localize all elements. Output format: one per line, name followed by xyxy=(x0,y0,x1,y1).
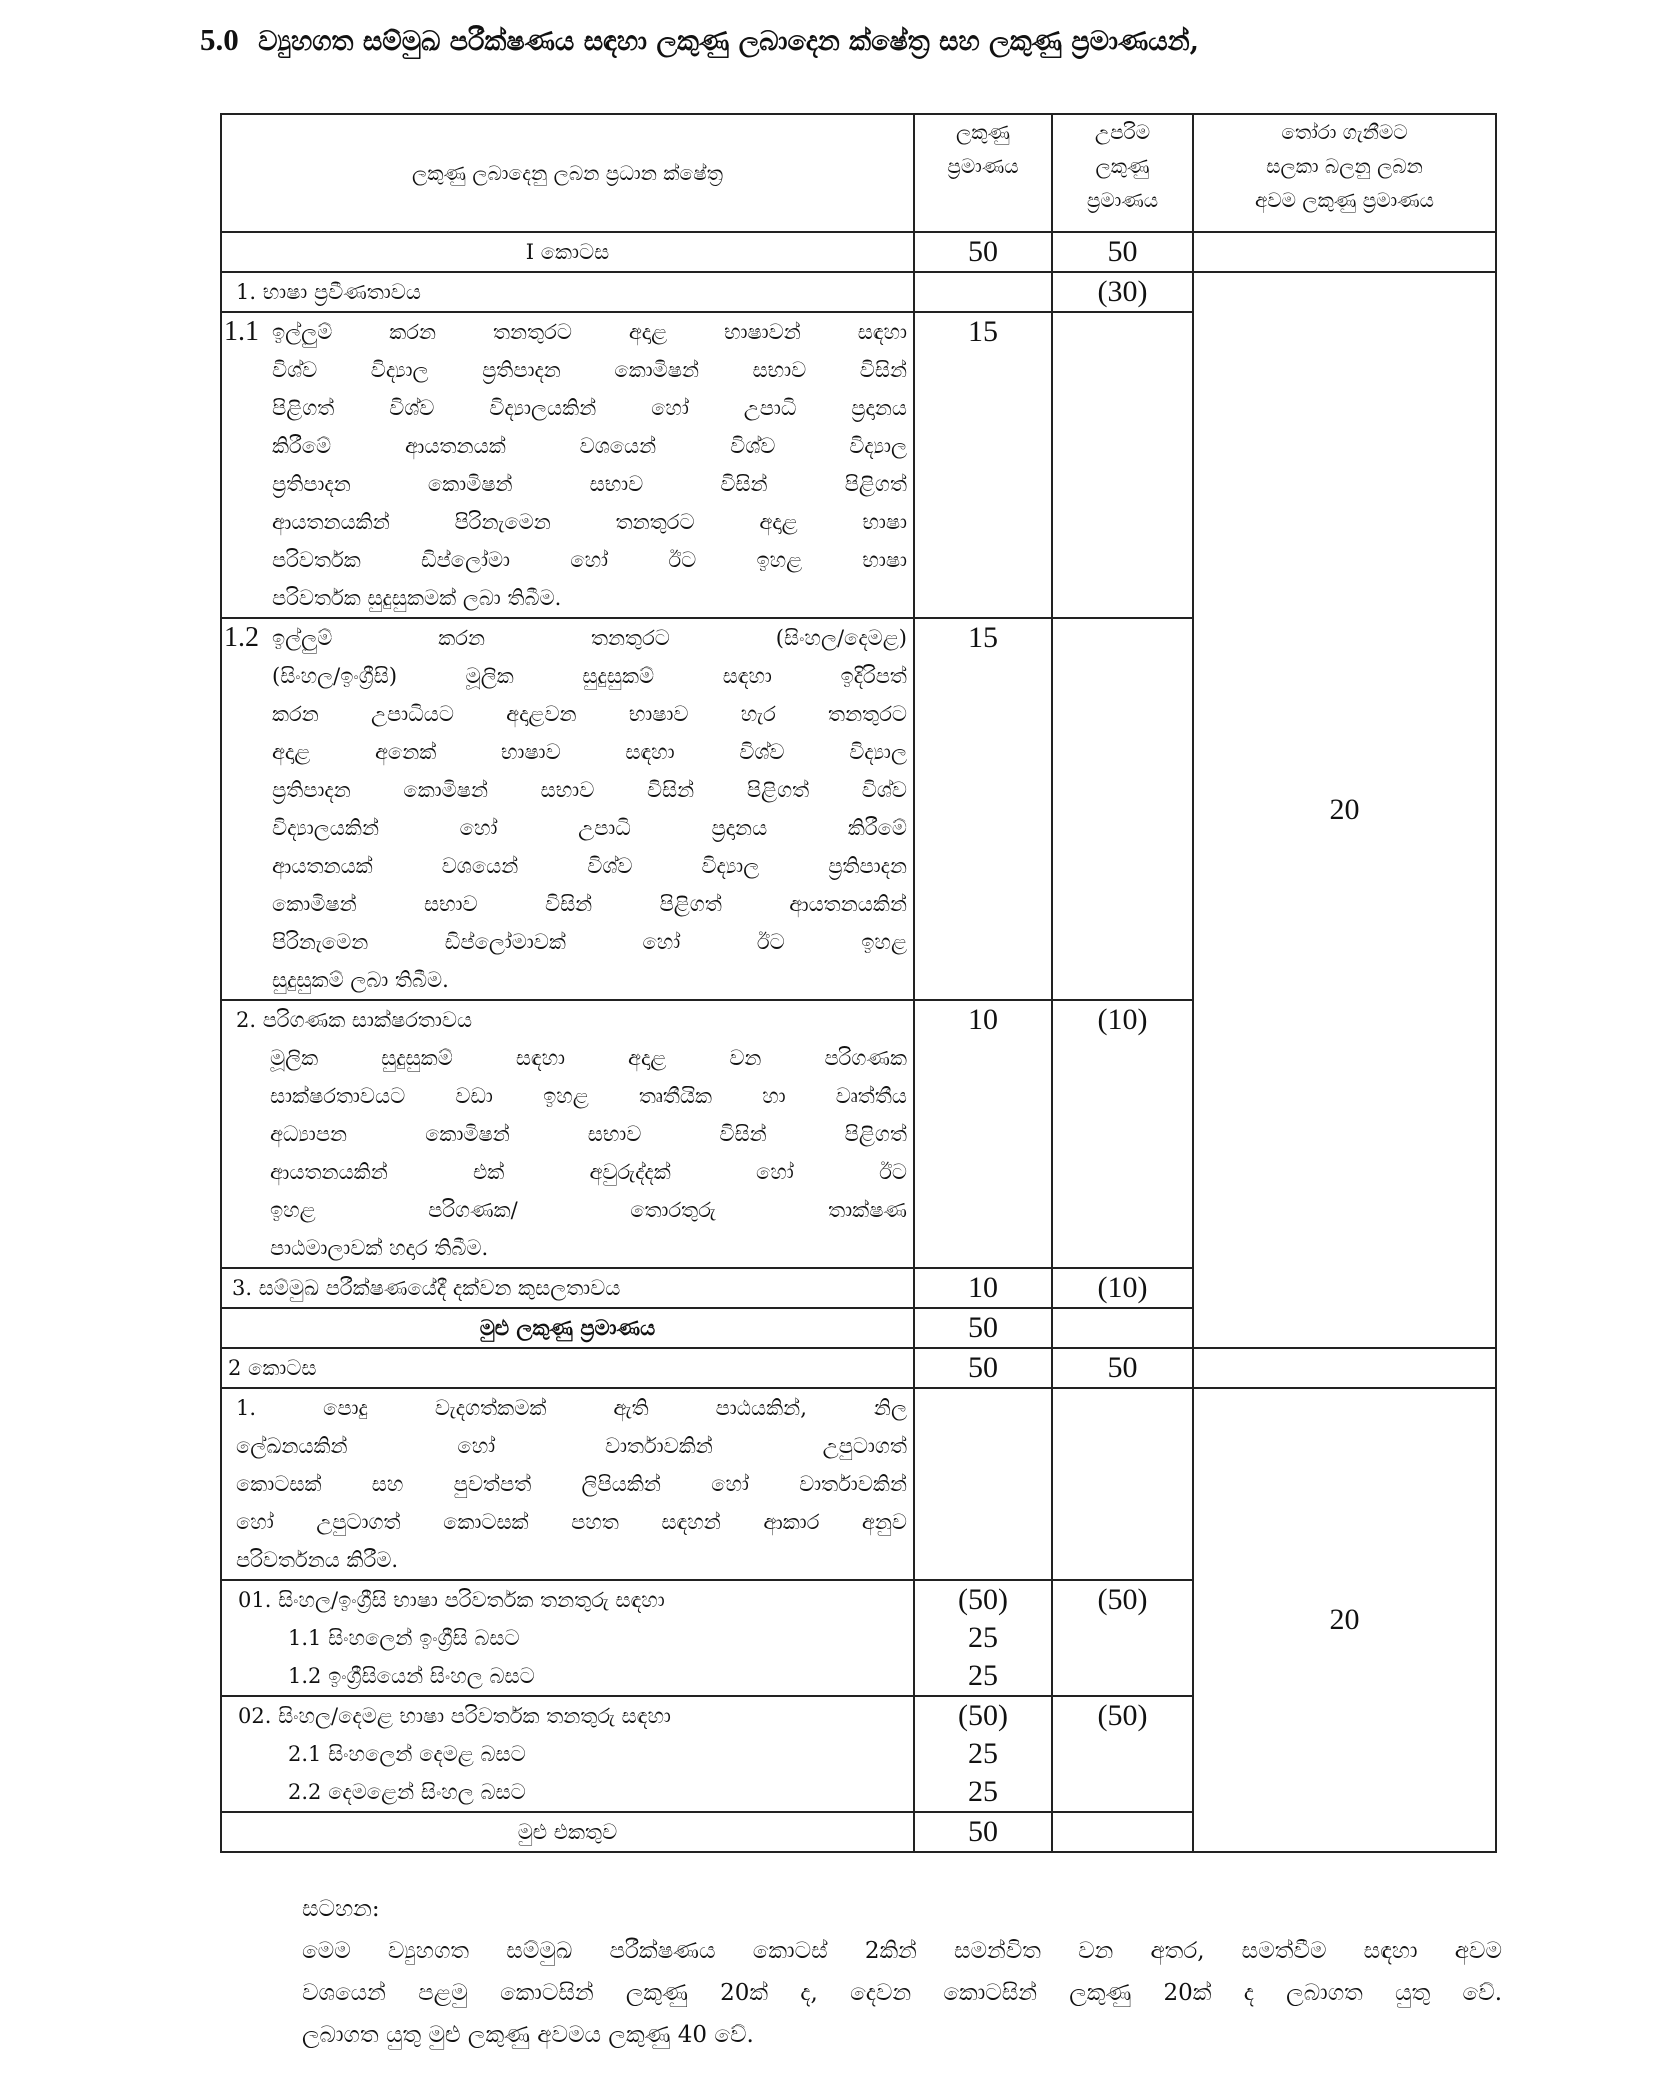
part1-total-label: මුළු ලකුණු ප්‍රමාණය xyxy=(221,1308,914,1348)
interview-max: (10) xyxy=(1052,1268,1193,1308)
item-1-1-marks: 15 xyxy=(914,312,1052,618)
sinhala-english-block xyxy=(221,1580,914,1696)
item-1-1-num: 1.1 xyxy=(224,316,259,347)
computer-max: (10) xyxy=(1052,1000,1193,1268)
item-1-1-max-empty xyxy=(1052,312,1193,618)
part2-label: 2 කොටස xyxy=(221,1348,914,1388)
table-row xyxy=(221,1388,1496,1580)
sinhala-tamil-marks: (50) 25 25 xyxy=(914,1696,1052,1812)
sinhala-english-label: 01. සිංහල/ඉංග්‍රීසි භාෂා පරිවර්තක තනතුරු සඳහා xyxy=(238,1588,665,1612)
item-1-2-marks: 15 xyxy=(914,618,1052,1000)
table-row xyxy=(221,232,1496,272)
table-header-row xyxy=(221,114,1496,232)
item-1-2-max-empty xyxy=(1052,618,1193,1000)
part2-max: 50 xyxy=(1052,1348,1193,1388)
sinhala-tamil-max: (50) xyxy=(1052,1696,1193,1812)
language-label: 1. භාෂා ප්‍රවීණතාවය xyxy=(221,272,914,312)
part2-total-label: මුළු එකතුව xyxy=(221,1812,914,1852)
sinhala-tamil-block xyxy=(221,1696,914,1812)
header-max: උපරිම ලකුණු ප්‍රමාණය xyxy=(1052,114,1193,232)
marks-table xyxy=(220,113,1497,1853)
english-to-sinhala: 1.2 ඉංග්‍රීසියෙන් සිංහල බසට xyxy=(288,1664,535,1688)
notes-line: වශයෙන් පළමු කොටසින් ලකුණු 20ක් ද, දෙවන කොටසින් ලකුණු 20ක් ද ලබාගත යුතු වේ. xyxy=(302,1980,1502,2006)
item-1-2: 1.2 ඉල්ලුම් කරන තනතුරට (සිංහල/දෙමළ) (සිංහල/ඉංග්‍රීසි) මූලික සුදුසුකම් සඳහා ඉදිරිපත් කරන උපාධියට අදාළවන භාෂාව හැර තනතුරට අදාළ අනෙක් භාෂාව සඳහා විශ්ව විද්‍යාල ප්‍රතිපාදන කොමිෂන් සභාව විසින් පිළිගත් විශ්ව විද්‍යාලයකින් හෝ උපාධි ප්‍රදානය කිරීමේ ආයතනයක් වශයෙන් විශ්ව විද්‍යාල ප්‍රතිපාදන කොමිෂන් සභාව විසින් පිළිගත් ආයතනයකින් පිරිනැමෙන ඩිප්ලෝමාවක් හෝ ඊට ඉහළ සුදුසුකම් ලබා තිබීම. xyxy=(221,618,914,1000)
sinhala-tamil-label: 02. සිංහල/දෙමළ භාෂා පරිවර්තක තනතුරු සඳහා xyxy=(238,1704,671,1728)
part1-total-max-empty xyxy=(1052,1308,1193,1348)
part2-min-empty xyxy=(1193,1348,1496,1388)
interview-marks: 10 xyxy=(914,1268,1052,1308)
sinhala-to-english: 1.1 සිංහලෙන් ඉංග්‍රීසි බසට xyxy=(288,1626,520,1650)
section-number: 5.0 xyxy=(200,22,239,57)
notes-heading: සටහන: xyxy=(302,1896,380,1922)
notes xyxy=(302,1888,1502,2056)
part1-total-marks: 50 xyxy=(914,1308,1052,1348)
header-area: ලකුණු ලබාදෙනු ලබන ප්‍රධාන ක්ෂේත්‍ර xyxy=(221,114,914,232)
computer-literacy: 2. පරිගණක සාක්ෂරතාවය මූලික සුදුසුකම් සඳහා අදාළ වන පරිගණක සාක්ෂරතාවයට වඩා ඉහළ තෘතීයික හා වෘත්තීය අධ්‍යාපන කොමිෂන් සභාව විසින් පිළිගත් ආයතනයකින් එක් අවුරුද්දක් හෝ ඊට ඉහළ පරිගණක/ තොරතුරු තාක්ෂණ පාඨමාලාවක් හදාර තිබීම. xyxy=(221,1000,914,1268)
part1-min: 20 xyxy=(1193,272,1496,1348)
part2-intro: 1. පොදු වැදගත්කමක් ඇති පාඨයකින්, නිල ලේඛනයකින් හෝ වාර්තාවකින් උපුටාගත් කොටසක් සහ පුවත්පත් ලිපියකින් හෝ වාර්තාවකින් හෝ උපුටාගත් කොටසක් පහත සඳහන් ආකාර අනුව පරිවර්තනය කිරීම. xyxy=(221,1388,914,1580)
sinhala-english-marks: (50) 25 25 xyxy=(914,1580,1052,1696)
sinhala-to-tamil: 2.1 සිංහලෙන් දෙමළ බසට xyxy=(288,1742,526,1766)
item-1-2-num: 1.2 xyxy=(224,622,259,653)
header-min: තෝරා ගැනීමට සලකා බලනු ලබන අවම ලකුණු ප්‍රමාණය xyxy=(1193,114,1496,232)
sinhala-english-max: (50) xyxy=(1052,1580,1193,1696)
table-row xyxy=(221,1348,1496,1388)
part2-intro-max-empty xyxy=(1052,1388,1193,1580)
header-marks: ලකුණු ප්‍රමාණය xyxy=(914,114,1052,232)
notes-line: ලබාගත යුතු මුළු ලකුණු අවමය ලකුණු 40 වේ. xyxy=(302,2022,754,2048)
item-1-1: 1.1 ඉල්ලුම් කරන තනතුරට අදාළ භාෂාවන් සඳහා විශ්ව විද්‍යාල ප්‍රතිපාදන කොමිෂන් සභාව විසින් පිළිගත් විශ්ව විද්‍යාලයකින් හෝ උපාධි ප්‍රදානය කිරීමේ ආයතනයක් වශයෙන් විශ්ව විද්‍යාල ප්‍රතිපාදන කොමිෂන් සභාව විසින් පිළිගත් ආයතනයකින් පිරිනැමෙන තනතුරට අදාළ භාෂා පරිවර්තක ඩිප්ලෝමා හෝ ඊට ඉහළ භාෂා පරිවර්තක සුදුසුකමක් ලබා තිබීම. xyxy=(221,312,914,618)
section-heading xyxy=(200,22,1600,58)
tamil-to-sinhala: 2.2 දෙමළෙන් සිංහල බසට xyxy=(288,1780,526,1804)
interview-skill-label: 3. සම්මුඛ පරීක්ෂණයේදී දක්වන කුසලතාවය xyxy=(221,1268,914,1308)
part2-total-marks: 50 xyxy=(914,1812,1052,1852)
part1-label: I කොටස xyxy=(221,232,914,272)
part2-marks: 50 xyxy=(914,1348,1052,1388)
part2-intro-marks-empty xyxy=(914,1388,1052,1580)
table-row xyxy=(221,272,1496,312)
part1-marks: 50 xyxy=(914,232,1052,272)
part2-min: 20 xyxy=(1193,1388,1496,1852)
section-title: ව්‍යුහගත සම්මුඛ පරීක්ෂණය සඳහා ලකුණු ලබාදෙන ක්ෂේත්‍ර සහ ලකුණු ප්‍රමාණයන්, xyxy=(258,26,1200,57)
language-marks-empty xyxy=(914,272,1052,312)
part1-max: 50 xyxy=(1052,232,1193,272)
computer-marks: 10 xyxy=(914,1000,1052,1268)
language-max: (30) xyxy=(1052,272,1193,312)
part1-min-empty xyxy=(1193,232,1496,272)
computer-literacy-label: 2. පරිගණක සාක්ෂරතාවය xyxy=(236,1008,473,1032)
notes-line: මෙම ව්‍යුහගත සම්මුඛ පරීක්ෂණය කොටස් 2කින් සමන්විත වන අතර, සමත්වීම සඳහා අවම xyxy=(302,1938,1502,1964)
part2-total-max-empty xyxy=(1052,1812,1193,1852)
